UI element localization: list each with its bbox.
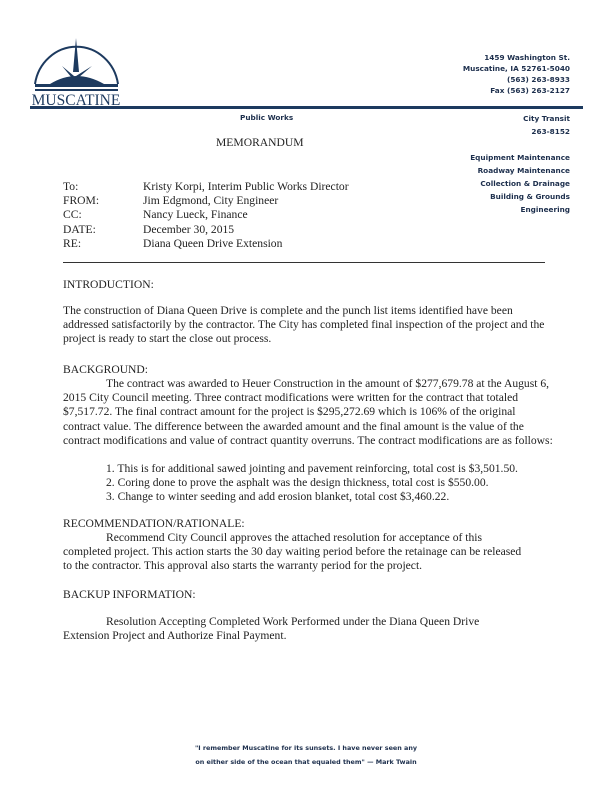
muscatine-logo [30, 34, 122, 106]
division-item: Engineering [520, 205, 570, 214]
address-line: 1459 Washington St. [484, 53, 570, 62]
background-text: The contract was awarded to Heuer Construction in the amount of $277,679.78 at the August 6, 2015 City Council meeting. Three contract modifications were written for the contract that totaled $7,517.72. The final contract amount for the project is $295,272.69 which is 106% of the original contract value. The difference between the awarded amount and the final amount is the value of the contract modifications and value of contract quantity overruns. The contract modifications are as follows: [63, 377, 553, 447]
memo-fields [63, 180, 349, 251]
backup-text: Resolution Accepting Completed Work Performed under the Diana Queen Drive Extension Project and Authorize Final Payment. [63, 615, 480, 643]
modifications-list [106, 462, 556, 505]
backup-heading: BACKUP INFORMATION: [63, 588, 196, 601]
transit-name: City Transit [523, 114, 570, 123]
field-cc: CC: Nancy Lueck, Finance [63, 208, 248, 222]
department-name: Public Works [240, 113, 294, 122]
recommendation-text: Recommend City Council approves the attached resolution for acceptance of this completed project. This action starts the 30 day waiting period before the retainage can be released to the contractor. This approval also starts the warranty period for the project. [63, 531, 522, 573]
modification-item: 2. Coring done to prove the asphalt was the design thickness, total cost is $550.00. [106, 476, 489, 490]
address-line: Muscatine, IA 52761-5040 [462, 64, 570, 73]
transit-phone: 263-8152 [531, 127, 570, 136]
field-to: To: Kristy Korpi, Interim Public Works Director [63, 180, 349, 193]
field-re: RE: Diana Queen Drive Extension [63, 236, 283, 250]
background-heading: BACKGROUND: [63, 363, 149, 376]
field-date: DATE: December 30, 2015 [63, 222, 235, 236]
header-rule [30, 106, 583, 109]
division-item: Roadway Maintenance [477, 166, 570, 175]
intro-heading: INTRODUCTION: [63, 278, 154, 291]
footer-quote: "I remember Muscatine for its sunsets. I have never seen any on either side of the ocean that equaled them" — Mark Twain [194, 744, 418, 766]
divider [63, 262, 545, 263]
address-block [463, 52, 570, 96]
recommendation-heading: RECOMMENDATION/RATIONALE: [63, 517, 245, 530]
memo-title: MEMORANDUM [216, 136, 304, 149]
division-item: Building & Grounds [490, 192, 570, 201]
division-item: Equipment Maintenance [470, 153, 570, 162]
intro-text: The construction of Diana Queen Drive is complete and the punch list items identified have been addressed satisfactorily by the contractor. The City has completed final inspection of the project and the project is ready to start the close out process. [63, 304, 545, 346]
transit-block [523, 112, 570, 138]
division-item: Collection & Drainage [480, 179, 570, 188]
modification-item: 1. This is for additional sawed jointing and pavement reinforcing, total cost is $3,501.50. [106, 462, 518, 475]
logo-text: MUSCATINE [31, 92, 121, 106]
modification-item: 3. Change to winter seeding and add erosion blanket, total cost $3,460.22. [106, 490, 450, 504]
address-line: (563) 263-8933 [506, 75, 570, 84]
division-list [470, 151, 570, 216]
field-from: FROM: Jim Edgmond, City Engineer [63, 194, 279, 208]
address-line: Fax (563) 263-2127 [490, 86, 570, 95]
